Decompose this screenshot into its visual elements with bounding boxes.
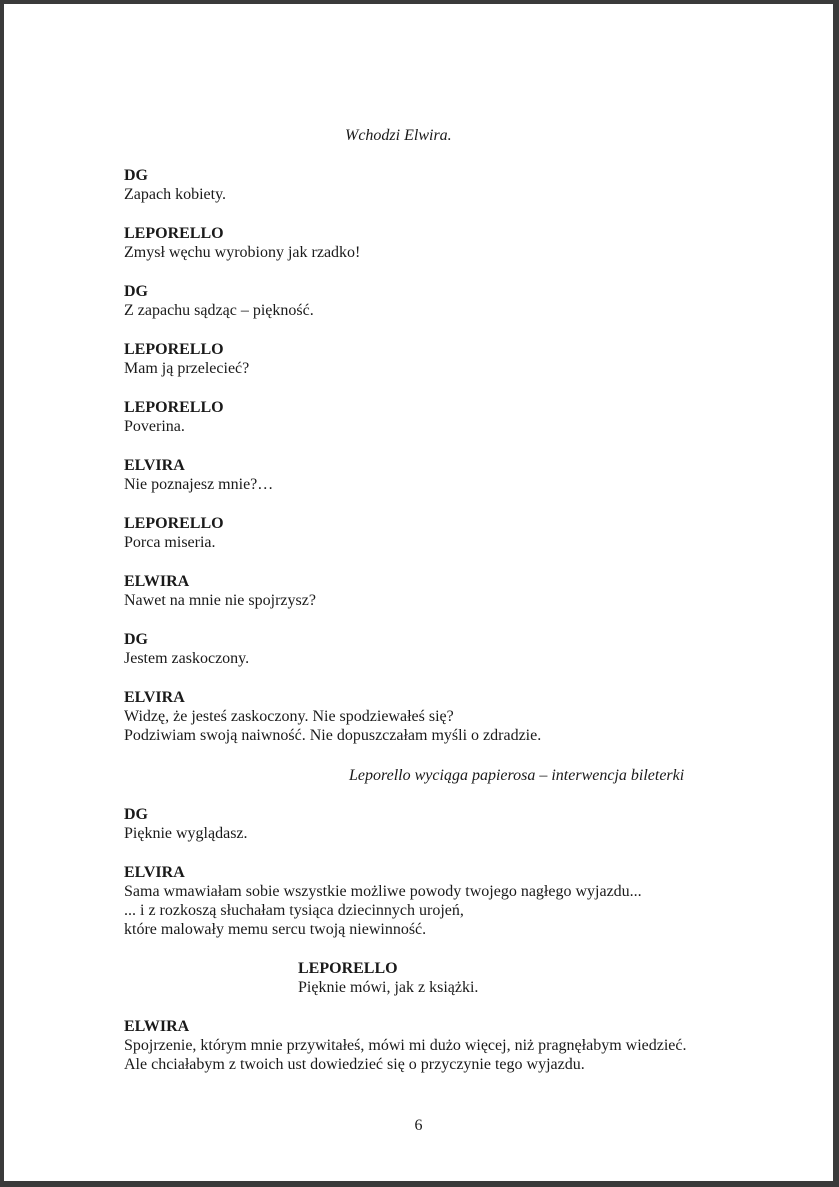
dialogue-line: Jestem zaskoczony.	[124, 650, 250, 667]
dialogue-line: Poverina.	[124, 418, 185, 435]
dialogue-line: Widzę, że jesteś zaskoczony. Nie spodziewałeś się?	[124, 708, 454, 725]
speaker-name: ELVIRA	[124, 457, 185, 474]
dialogue-line: Z zapachu sądząc – piękność.	[124, 302, 314, 319]
dialogue-line: Podziwiam swoją naiwność. Nie dopuszczałam myśli o zdradzie.	[124, 727, 542, 744]
dialogue-line: ... i z rozkoszą słuchałam tysiąca dziecinnych urojeń,	[124, 902, 464, 919]
dialogue-line: Ale chciałabym z twoich ust dowiedzieć się o przyczynie tego wyjazdu.	[124, 1056, 585, 1073]
dialogue-line: Nawet na mnie nie spojrzysz?	[124, 592, 316, 609]
speaker-name: LEPORELLO	[124, 225, 224, 242]
dialogue-line: Zapach kobiety.	[124, 186, 227, 203]
speaker-name: DG	[124, 806, 148, 823]
dialogue-line: Porca miseria.	[124, 534, 216, 551]
speaker-name-indented: LEPORELLO	[298, 960, 398, 977]
dialogue-line: Spojrzenie, którym mnie przywitałeś, mówi mi dużo więcej, niż pragnęłabym wiedzieć.	[124, 1037, 687, 1054]
speaker-name: ELVIRA	[124, 689, 185, 706]
stage-direction: Leporello wyciąga papierosa – interwencja bileterki	[349, 767, 685, 784]
speaker-name: ELVIRA	[124, 864, 185, 881]
page-number: 6	[414, 1117, 423, 1134]
dialogue-line: Zmysł węchu wyrobiony jak rzadko!	[124, 244, 361, 261]
dialogue-line: Mam ją przelecieć?	[124, 360, 250, 377]
speaker-name: DG	[124, 283, 148, 300]
speaker-name: LEPORELLO	[124, 515, 224, 532]
speaker-name: LEPORELLO	[124, 399, 224, 416]
dialogue-line-indented: Pięknie mówi, jak z książki.	[298, 979, 479, 996]
dialogue-line: Nie poznajesz mnie?…	[124, 476, 274, 493]
speaker-name: LEPORELLO	[124, 341, 224, 358]
stage-direction-entrance: Wchodzi Elwira.	[345, 127, 452, 144]
speaker-name: DG	[124, 631, 148, 648]
speaker-name: ELWIRA	[124, 1018, 190, 1035]
dialogue-line: które malowały memu sercu twoją niewinność.	[124, 921, 427, 938]
speaker-name: ELWIRA	[124, 573, 190, 590]
script-page	[4, 4, 833, 1181]
dialogue-line: Sama wmawiałam sobie wszystkie możliwe powody twojego nagłego wyjazdu...	[124, 883, 642, 900]
speaker-name: DG	[124, 167, 148, 184]
dialogue-line: Pięknie wyglądasz.	[124, 825, 248, 842]
